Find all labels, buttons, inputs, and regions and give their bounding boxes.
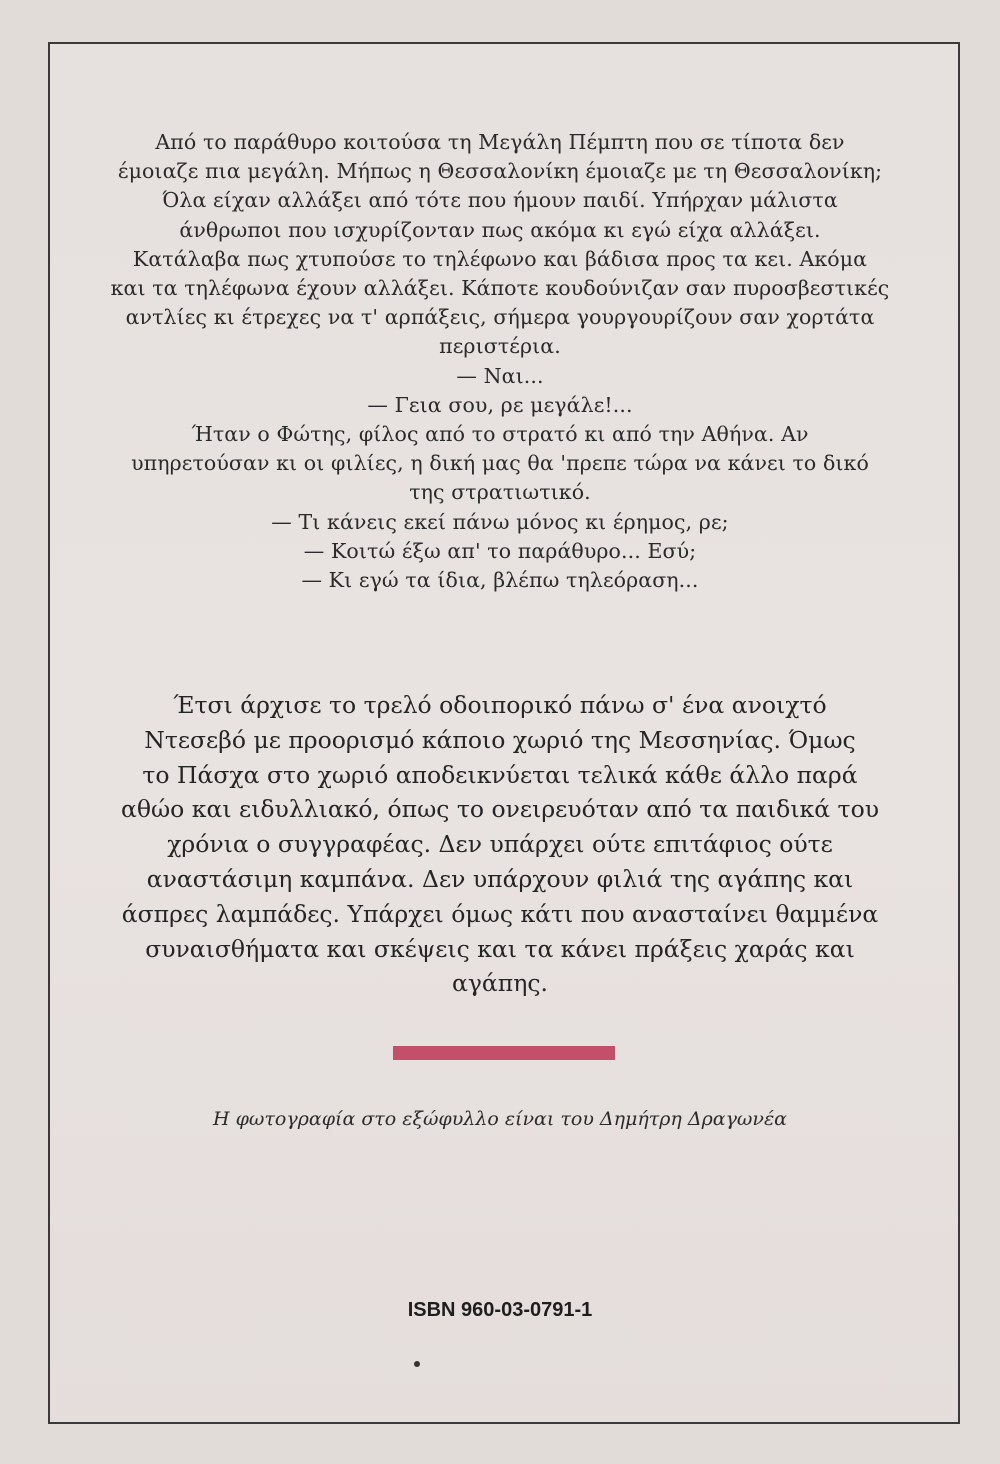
blurb-line: χρόνια ο συγγραφέας. Δεν υπάρχει ούτε επιτάφιος ούτε (167, 830, 833, 859)
accent-rule (393, 1046, 615, 1060)
excerpt-line: αντλίες κι έτρεχες να τ' αρπάξεις, σήμερα γουργουρίζουν σαν χορτάτα (125, 305, 875, 330)
blurb-text (70, 688, 930, 1001)
blurb-line: συναισθήματα και σκέψεις και τα κάνει πράξεις χαράς και (145, 934, 855, 963)
excerpt-line: Όλα είχαν αλλάξει από τότε που ήμουν παιδί. Υπήρχαν μάλιστα (162, 188, 838, 213)
excerpt-line: περιστέρια. (439, 334, 561, 359)
excerpt-line: άνθρωποι που ισχυρίζονταν πως ακόμα κι εγώ είχα αλλάξει. (179, 217, 821, 242)
excerpt-line: υπηρετούσαν κι οι φιλίες, η δική μας θα 'πρεπε τώρα να κάνει το δικό (131, 451, 869, 476)
excerpt-dialog-line: — Κι εγώ τα ίδια, βλέπω τηλεόραση... (301, 568, 699, 593)
blurb-line: Ντεσεβό με προορισμό κάποιο χωριό της Μεσσηνίας. Όμως (144, 725, 856, 754)
excerpt-dialog-line: — Γεια σου, ρε μεγάλε!... (367, 392, 633, 417)
excerpt-line: και τα τηλέφωνα έχουν αλλάξει. Κάποτε κουδούνιζαν σαν πυροσβεστικές (110, 276, 890, 301)
excerpt-line: Από το παράθυρο κοιτούσα τη Μεγάλη Πέμπτη που σε τίποτα δεν (155, 130, 845, 154)
excerpt-line: Ήταν ο Φώτης, φίλος από το στρατό κι από την Αθήνα. Αν (191, 422, 809, 447)
blurb-line: αγάπης. (452, 969, 548, 998)
excerpt-dialog-line: — Τι κάνεις εκεί πάνω μόνος κι έρημος, ρε; (271, 509, 729, 534)
excerpt-dialog-line: — Ναι... (456, 363, 544, 388)
blurb-line: αναστάσιμη καμπάνα. Δεν υπάρχουν φιλιά της αγάπης και (146, 864, 854, 893)
blurb-line: αθώο και ειδυλλιακό, όπως το ονειρευόταν από τα παιδικά του (120, 795, 879, 824)
spot-mark (414, 1361, 420, 1367)
blurb-line: το Πάσχα στο χωριό αποδεικνύεται τελικά κάθε άλλο παρά (142, 760, 858, 789)
excerpt-text (70, 128, 930, 595)
blurb-line: άσπρες λαμπάδες. Υπάρχει όμως κάτι που ανασταίνει θαμμένα (121, 899, 879, 928)
isbn-label: ISBN 960-03-0791-1 (407, 1299, 593, 1321)
photo-credit: Η φωτογραφία στο εξώφυλλο είναι του Δημήτρη Δραγωνέα (212, 1108, 787, 1130)
excerpt-line: έμοιαζε πια μεγάλη. Μήπως η Θεσσαλονίκη έμοιαζε με τη Θεσσαλονίκη; (117, 159, 883, 184)
blurb-line: Έτσι άρχισε το τρελό οδοιπορικό πάνω σ' ένα ανοιχτό (173, 691, 827, 719)
excerpt-dialog-line: — Κοιτώ έξω απ' το παράθυρο... Εσύ; (303, 538, 697, 563)
excerpt-line: της στρατιωτικό. (409, 480, 591, 505)
excerpt-line: Κατάλαβα πως χτυπούσε το τηλέφωνο και βάδισα προς τα κει. Ακόμα (132, 246, 868, 271)
